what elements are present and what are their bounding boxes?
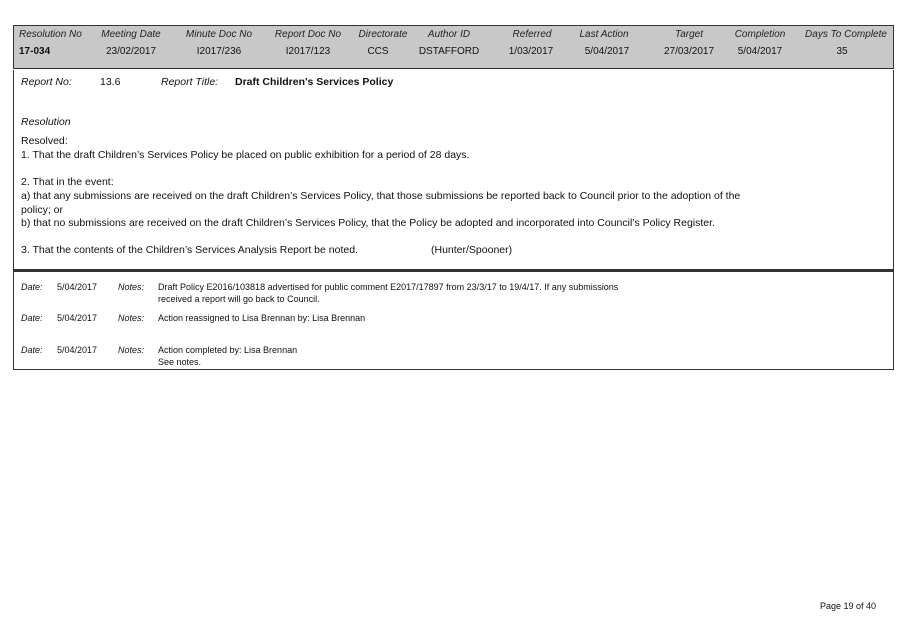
header-label-resolution-no: Resolution No: [19, 29, 82, 40]
header-value-days-to-complete: 35: [836, 46, 848, 57]
header-value-directorate: CCS: [367, 46, 389, 57]
resolved-label: Resolved:: [21, 135, 68, 147]
header-label-completion: Completion: [734, 29, 786, 40]
header-value-completion: 5/04/2017: [737, 46, 783, 57]
header-label-author-id: Author ID: [427, 29, 471, 40]
resolution-header: [13, 25, 894, 69]
header-value-referred: 1/03/2017: [508, 46, 554, 57]
header-label-meeting-date: Meeting Date: [101, 29, 161, 40]
note-date-label: Date:: [21, 282, 43, 292]
header-label-directorate: Directorate: [358, 29, 408, 40]
note-notes-label: Notes:: [118, 282, 145, 292]
note-text-line: Draft Policy E2016/103818 advertised for public comment E2017/17897 from 23/3/17 to 19/4/17. If any submissions: [158, 282, 619, 292]
note-date: 5/04/2017: [57, 313, 98, 323]
header-label-last-action: Last Action: [579, 29, 629, 40]
header-label-referred: Referred: [512, 29, 552, 40]
resolution-item-2: 2. That in the event:: [21, 176, 114, 188]
resolution-item-1: 1. That the draft Children’s Services Policy be placed on public exhibition for a period of 28 days.: [21, 149, 470, 161]
header-value-author-id: DSTAFFORD: [418, 46, 480, 57]
report-no-label: Report No:: [21, 76, 72, 88]
note-date: 5/04/2017: [57, 282, 98, 292]
resolution-box: [13, 70, 894, 270]
report-title: Draft Children's Services Policy: [235, 76, 394, 88]
header-value-report-doc-no: I2017/123: [285, 46, 331, 57]
resolution-item-2b: b) that no submissions are received on the draft Children’s Services Policy, that the Policy be adopted and incorporated into Council’s Policy Register.: [21, 217, 715, 229]
report-no: 13.6: [100, 76, 121, 88]
header-label-days-to-complete: Days To Complete: [805, 29, 887, 40]
header-value-minute-doc-no: I2017/236: [196, 46, 242, 57]
page-number: Page 19 of 40: [820, 601, 877, 611]
header-value-last-action: 5/04/2017: [584, 46, 630, 57]
note-date-label: Date:: [21, 313, 43, 323]
header-value-target: 27/03/2017: [663, 46, 715, 57]
movers: (Hunter/Spooner): [431, 244, 513, 256]
header-label-minute-doc-no: Minute Doc No: [185, 29, 253, 40]
report-title-label: Report Title:: [161, 76, 219, 88]
note-date-label: Date:: [21, 345, 43, 355]
resolution-item-2a-cont: policy; or: [21, 204, 64, 216]
note-date: 5/04/2017: [57, 345, 98, 355]
resolution-heading: Resolution: [21, 116, 71, 128]
header-value-meeting-date: 23/02/2017: [105, 46, 157, 57]
resolution-item-3: 3. That the contents of the Children’s Services Analysis Report be noted.: [21, 244, 358, 256]
note-text-line: received a report will go back to Council.: [158, 294, 320, 304]
note-notes-label: Notes:: [118, 313, 145, 323]
note-notes-label: Notes:: [118, 345, 145, 355]
resolution-item-2a: a) that any submissions are received on the draft Children’s Services Policy, that those submissions be reported back to Council prior to the adoption of the: [21, 190, 741, 202]
note-text-line: Action completed by: Lisa Brennan: [158, 345, 298, 355]
header-label-target: Target: [675, 29, 703, 40]
header-value-resolution-no: 17-034: [19, 46, 51, 57]
note-text-line: See notes.: [158, 357, 202, 367]
note-text-line: Action reassigned to Lisa Brennan by: Lisa Brennan: [158, 313, 366, 323]
notes-box: [13, 270, 894, 370]
header-label-report-doc-no: Report Doc No: [274, 29, 342, 40]
